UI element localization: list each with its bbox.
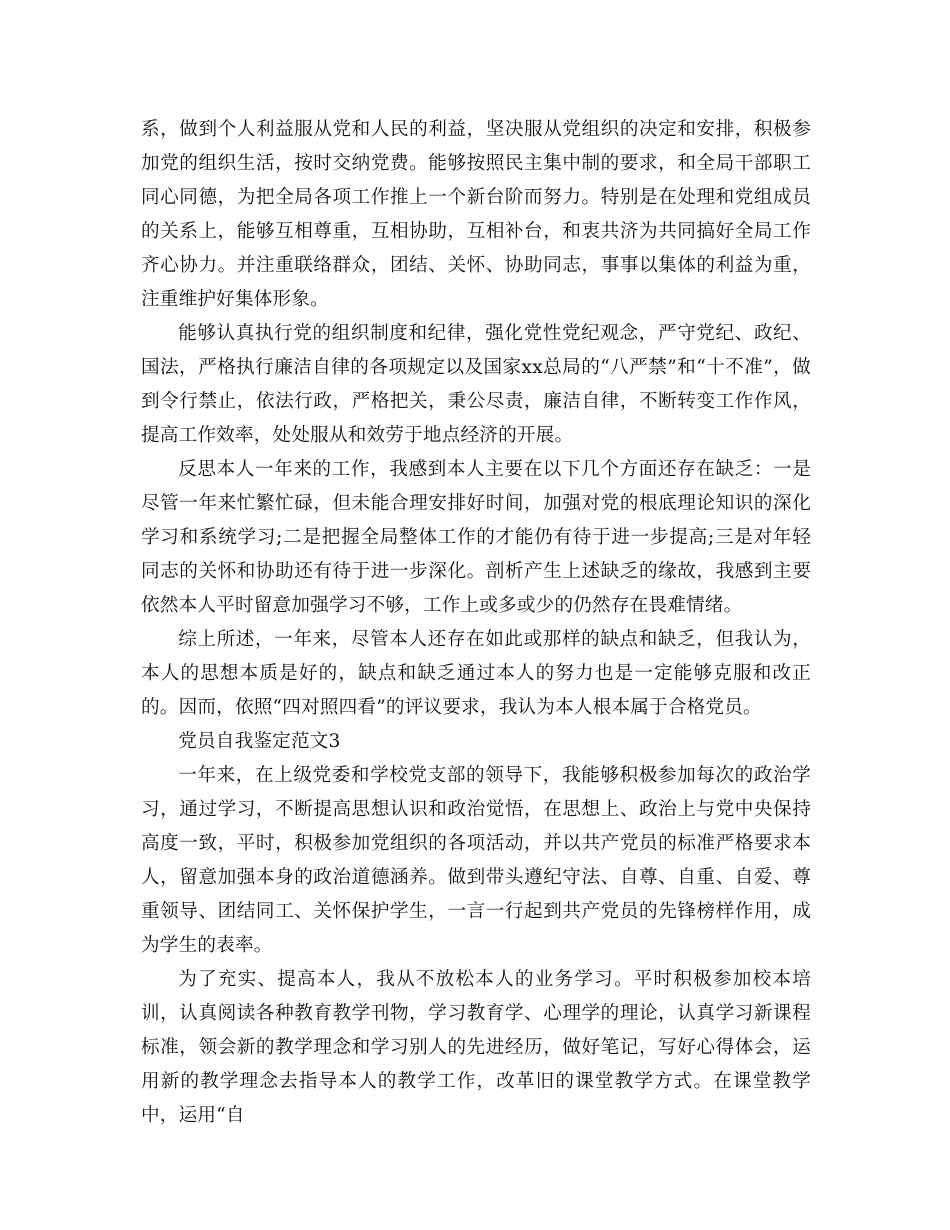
- section-heading: 党员自我鉴定范文3: [178, 731, 341, 752]
- paragraph-reflection: 反思本人一年来的工作，我感到本人主要在以下几个方面还存在缺乏：一是尽管一年来忙繁忙碌，但未能合理安排好时间，加强对党的根底理论知识的深化学习和系统学习;二是把握全局整体工作的才能仍有待于进一步提高;三是对年轻同志的关怀和协助还有待于进一步深化。剖析产生上述缺乏的缘故，我感到主要依然本人平时留意加强学习不够，工作上或多或少的仍然存在畏难情绪。: [141, 459, 811, 616]
- paragraph-professional-study: 为了充实、提高本人，我从不放松本人的业务学习。平时积极参加校本培训，认真阅读各种教育教学刊物，学习教育学、心理学的理论，认真学习新课程标准，领会新的教学理念和学习别人的先进经历，做好笔记，写好心得体会，运用新的教学理念去指导本人的教学工作，改革旧的课堂教学方式。在课堂教学中，运用“自: [141, 969, 811, 1126]
- paragraph-continuation: 系，做到个人利益服从党和人民的利益，坚决服从党组织的决定和安排，积极参加党的组织生活，按时交纳党费。能够按照民主集中制的要求，和全局干部职工同心同德，为把全局各项工作推上一个新台阶而努力。特别是在处理和党组成员的关系上，能够互相尊重，互相协助，互相补台，和衷共济为共同搞好全局工作齐心协力。并注重联络群众，团结、关怀、协助同志，事事以集体的利益为重，注重维护好集体形象。: [141, 119, 811, 310]
- paragraph-summary: 综上所述，一年来，尽管本人还存在如此或那样的缺点和缺乏，但我认为，本人的思想本质是好的，缺点和缺乏通过本人的努力也是一定能够克服和改正的。因而，依照“四对照四看”的评议要求，我认为本人根本属于合格党员。: [141, 629, 811, 718]
- paragraph-political-study: 一年来，在上级党委和学校党支部的领导下，我能够积极参加每次的政治学习，通过学习，不断提高思想认识和政治觉悟，在思想上、政治上与党中央保持高度一致，平时，积极参加党组织的各项活动，并以共产党员的标准严格要求本人，留意加强本身的政治道德涵养。做到带头遵纪守法、自尊、自重、自爱、尊重领导、团结同工、关怀保护学生，一言一行起到共产党员的先锋榜样作用，成为学生的表率。: [141, 765, 811, 956]
- document-body: [141, 113, 811, 1133]
- paragraph-discipline: 能够认真执行党的组织制度和纪律，强化党性党纪观念，严守党纪、政纪、国法，严格执行廉洁自律的各项规定以及国家xx总局的“八严禁”和“十不准”，做到令行禁止，依法行政，严格把关，秉公尽责，廉洁自律，不断转变工作作风，提高工作效率，处处服从和效劳于地点经济的开展。: [141, 323, 811, 446]
